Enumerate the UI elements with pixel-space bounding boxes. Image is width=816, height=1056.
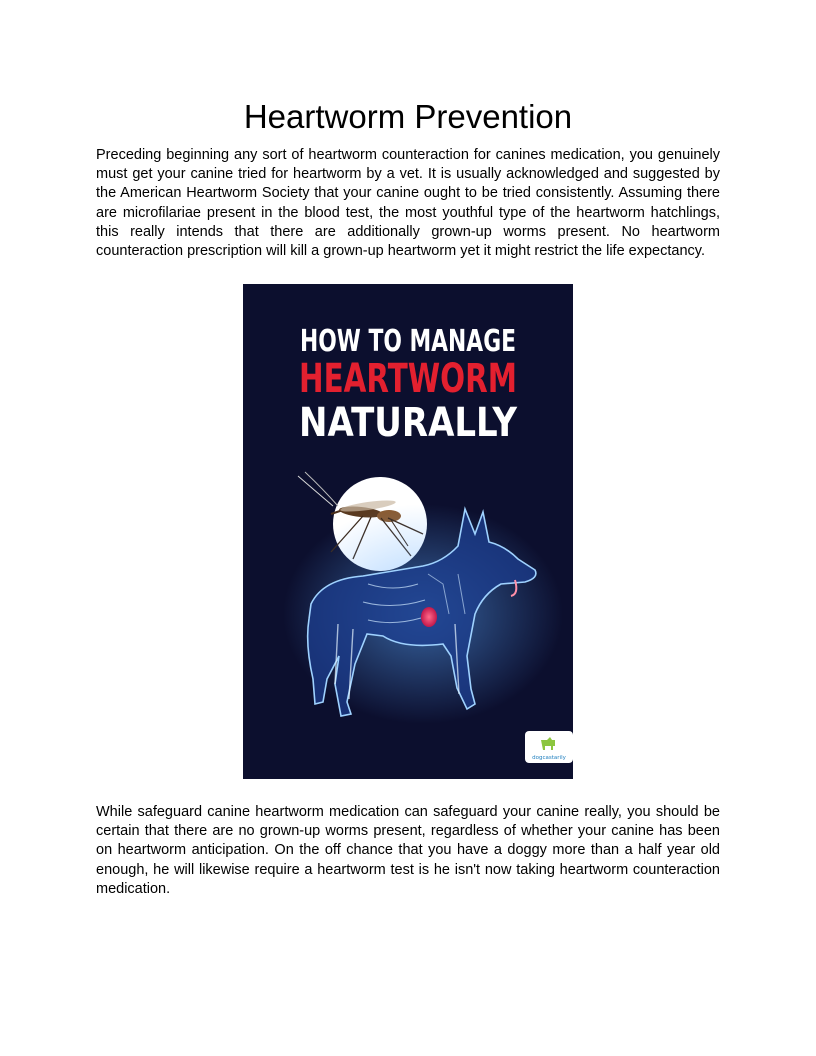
page-title: Heartworm Prevention	[243, 98, 573, 135]
heart-icon	[421, 607, 437, 627]
heartworm-poster-image	[243, 284, 573, 779]
brand-badge-text: dogcastarily	[532, 755, 566, 761]
brand-badge	[525, 731, 573, 763]
closing-paragraph: While safeguard canine heartworm medication can safeguard your canine really, you should be certain that there are no grown-up worms present, regardless of whether your canine has been on heartworm anticipation. On the off chance that you have a doggy more than a half year old enough, he will likewise require a heartworm test is he isn't now taking heartworm counteraction medication.	[96, 804, 720, 897]
dog-xray-illustration	[283, 504, 563, 724]
poster-headline-line-3: NATURALLY	[299, 400, 518, 446]
intro-paragraph: Preceding beginning any sort of heartworm counteraction for canines medication, you genuinely must get your canine tried for heartworm by a vet. It is usually acknowledged and suggested by the American Heartworm Society that your canine ought to be tried consistently. Assuming there are microfilariae present in the blood test, the most youthful type of the heartworm hatchlings, this really intends that there are additionally grown-up worms present. No heartworm counteraction prescription will kill a grown-up heartworm yet it might restrict the life expectancy.	[96, 147, 720, 260]
poster-headline-line-1: HOW TO MANAGE	[300, 324, 516, 359]
poster-headline-line-2: HEARTWORM	[299, 356, 517, 402]
